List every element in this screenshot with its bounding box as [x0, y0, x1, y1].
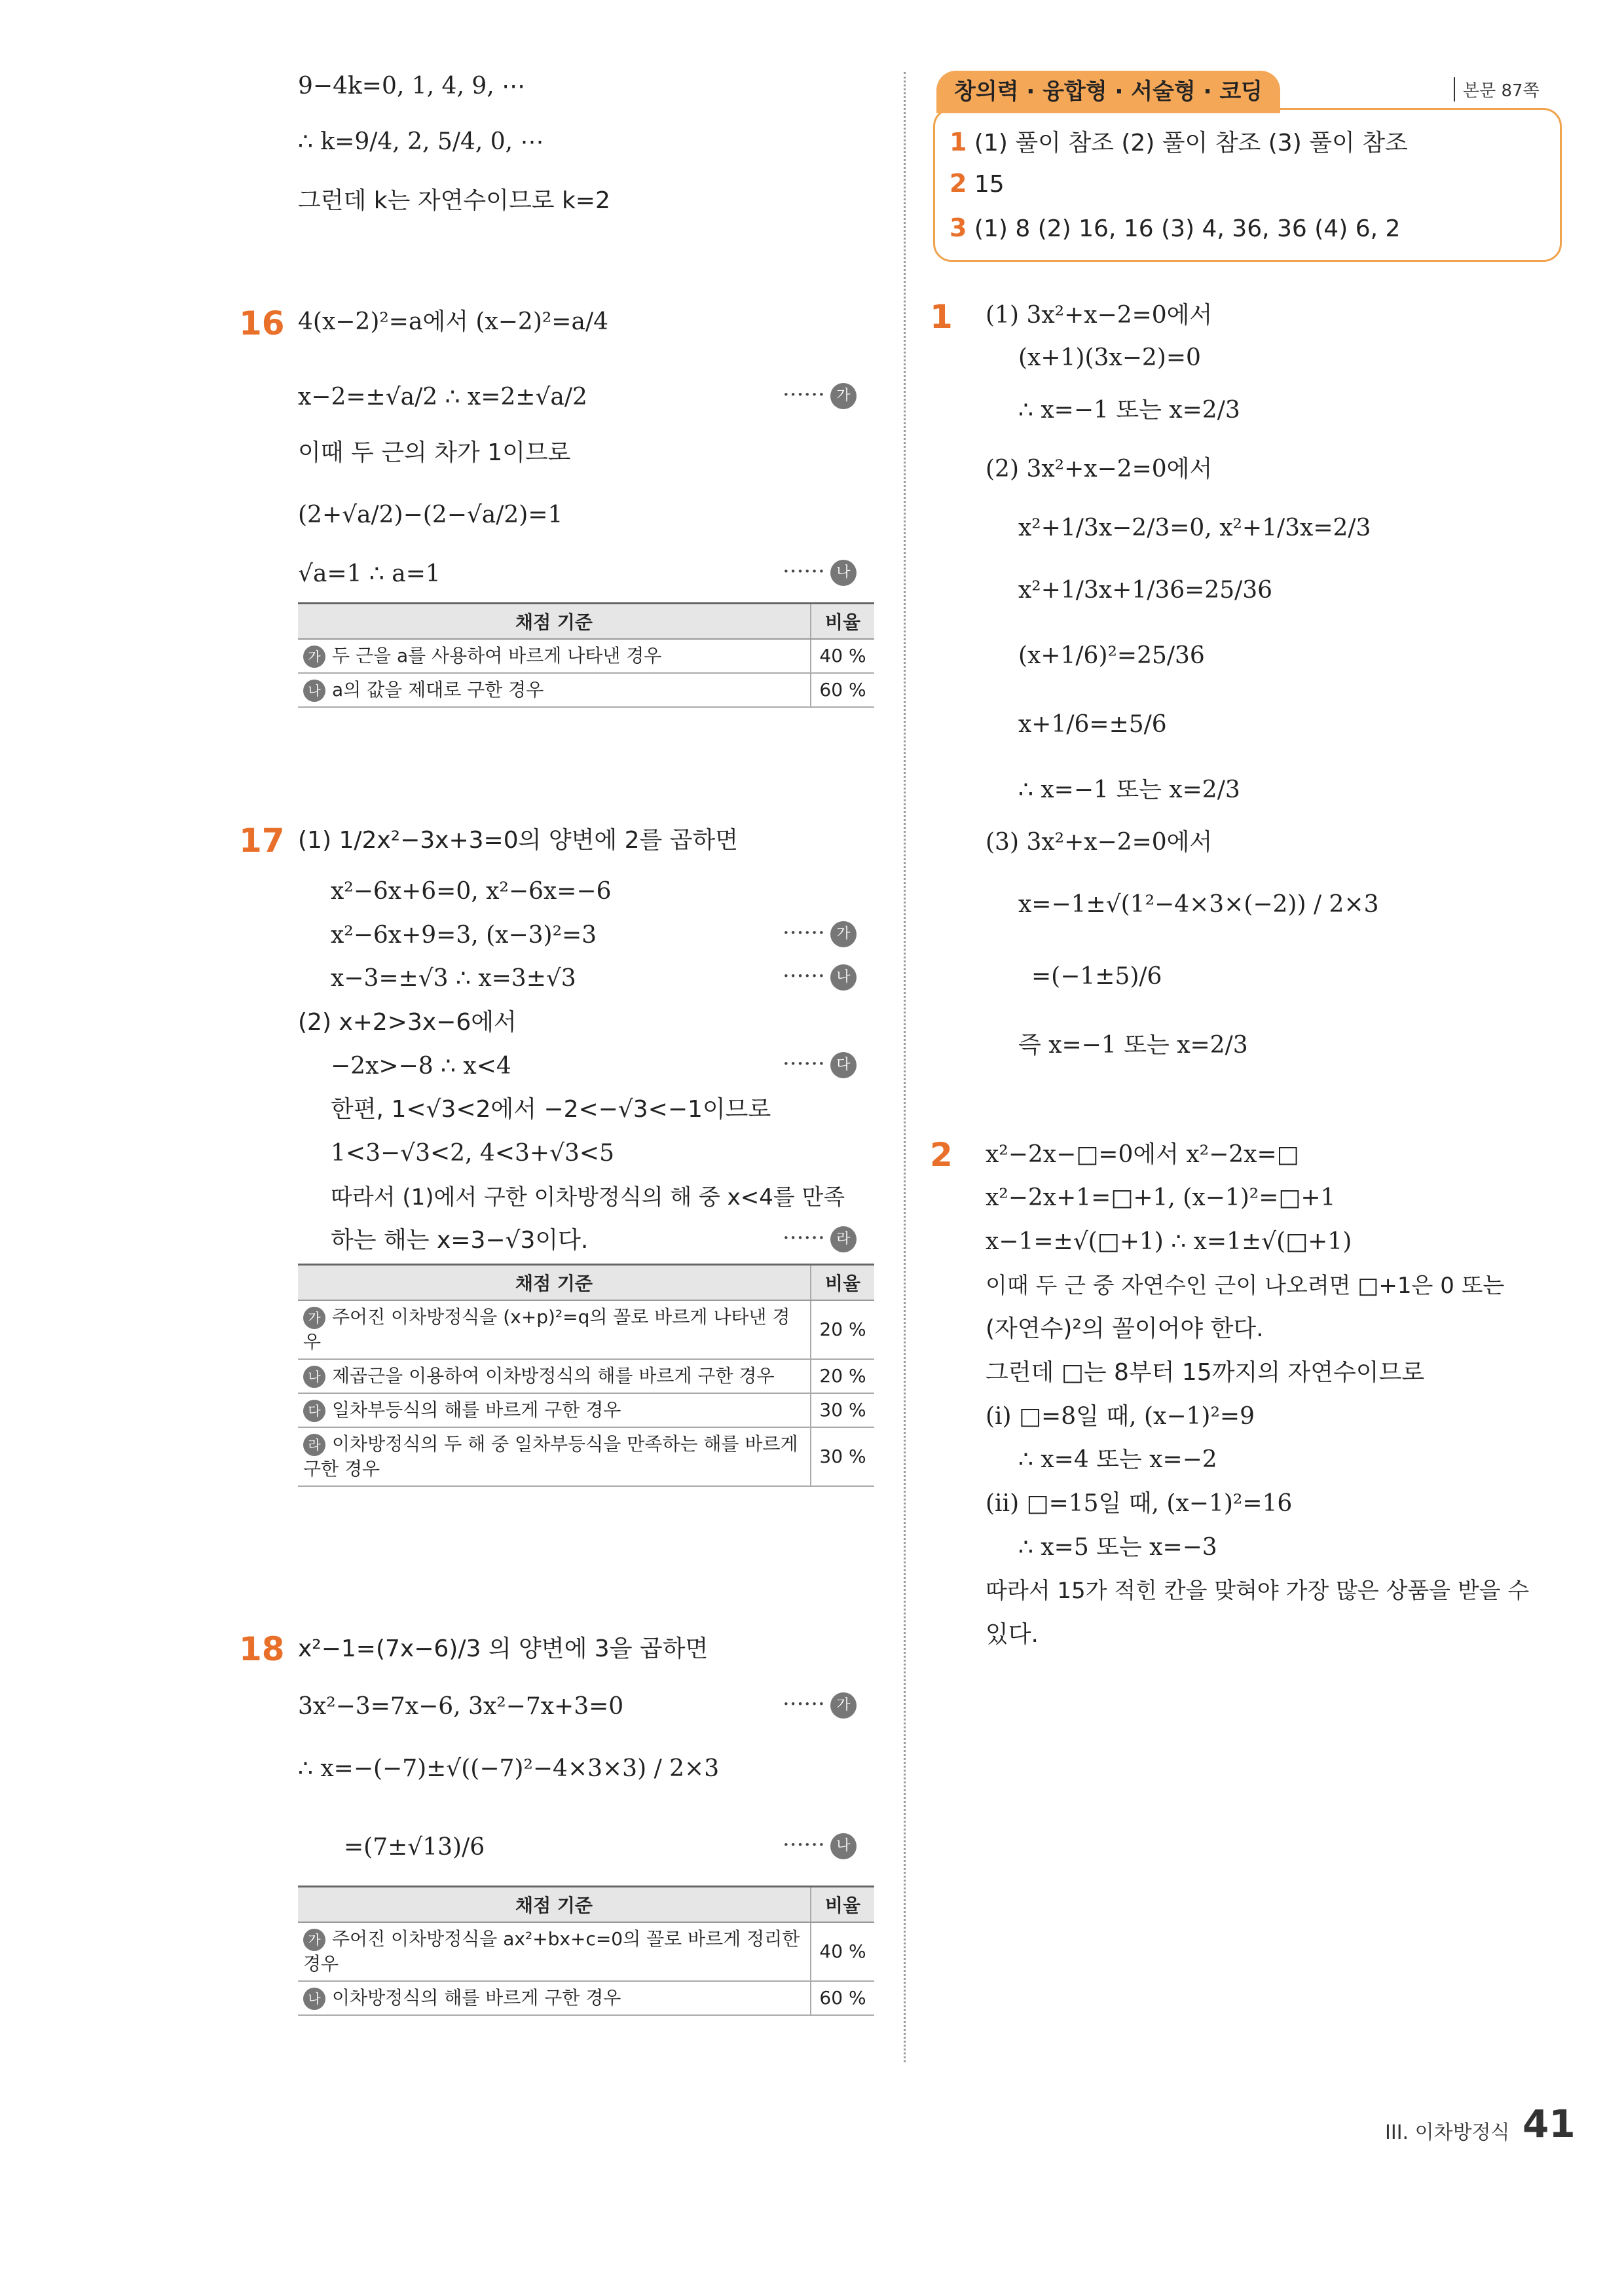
- line: x−1=±√(□+1) ∴ x=1±√(□+1): [986, 1228, 1352, 1255]
- step-marker: ······ 가: [783, 920, 857, 947]
- line: −2x>−8 ∴ x<4: [331, 1053, 511, 1080]
- line: ∴ x=4 또는 x=−2: [1018, 1446, 1217, 1473]
- line: 따라서 15가 적힌 칸을 맞혀야 가장 많은 상품을 받을 수: [986, 1578, 1530, 1604]
- line: (2+√a/2)−(2−√a/2)=1: [298, 501, 563, 528]
- line: 이때 두 근의 차가 1이므로: [298, 439, 571, 466]
- page-reference: 본문 87쪽: [1454, 77, 1540, 101]
- line: 1<3−√3<2, 4<3+√3<5: [331, 1140, 614, 1167]
- step-marker: ······ 가: [783, 1691, 857, 1719]
- table-row: 라 이차방정식의 두 해 중 일차부등식을 만족하는 해를 바르게 구한 경우 30 %: [298, 1427, 874, 1486]
- line: (i) □=8일 때, (x−1)²=9: [986, 1403, 1255, 1430]
- line: 4(x−2)²=a에서 (x−2)²=a/4: [298, 308, 608, 335]
- step-marker: ······ 나: [783, 963, 857, 991]
- scoring-table: [298, 602, 874, 708]
- line: 있다.: [986, 1621, 1039, 1648]
- line: ∴ x=−1 또는 x=2/3: [1018, 397, 1240, 424]
- line: ∴ x=5 또는 x=−3: [1018, 1534, 1217, 1561]
- answer-line: 1 (1) 풀이 참조 (2) 풀이 참조 (3) 풀이 참조: [950, 128, 1408, 156]
- line: 하는 해는 x=3−√3이다.: [331, 1227, 589, 1254]
- problem-number: 17: [239, 822, 285, 860]
- step-marker: ······ 라: [783, 1225, 857, 1252]
- line: 3x²−3=7x−6, 3x²−7x+3=0: [298, 1693, 624, 1720]
- line: ∴ x=−(−7)±√((−7)²−4×3×3) / 2×3: [298, 1755, 720, 1782]
- problem-number: 16: [239, 304, 285, 342]
- table-header: 비율: [811, 604, 874, 640]
- line: x²−2x+1=□+1, (x−1)²=□+1: [986, 1184, 1336, 1211]
- line: (ii) □=15일 때, (x−1)²=16: [986, 1490, 1293, 1517]
- answer-line: 3 (1) 8 (2) 16, 16 (3) 4, 36, 36 (4) 6, 2: [950, 213, 1401, 242]
- scoring-table: [298, 1264, 874, 1487]
- answer-line: 2 15: [950, 169, 1005, 198]
- step-marker: ······ 나: [783, 558, 857, 586]
- table-row: 나 a의 값을 제대로 구한 경우 60 %: [298, 673, 874, 707]
- line: x²−6x+9=3, (x−3)²=3: [331, 922, 597, 949]
- line: x²−6x+6=0, x²−6x=−6: [331, 878, 612, 905]
- line: 한편, 1<√3<2에서 −2<−√3<−1이므로: [331, 1096, 771, 1123]
- line: x²+1/3x−2/3=0, x²+1/3x=2/3: [1018, 515, 1371, 541]
- line: 9−4k=0, 1, 4, 9, ⋯: [298, 73, 526, 100]
- line: x−3=±√3 ∴ x=3±√3: [331, 965, 576, 992]
- page-number: 41: [1522, 2102, 1576, 2146]
- line: x²−1=(7x−6)/3 의 양변에 3을 곱하면: [298, 1635, 709, 1662]
- line: ∴ k=9/4, 2, 5/4, 0, ⋯: [298, 128, 544, 155]
- line: x=−1±√(1²−4×3×(−2)) / 2×3: [1018, 891, 1379, 918]
- step-marker: ······ 다: [783, 1051, 857, 1078]
- scoring-table: [298, 1886, 874, 2016]
- table-row: 가 주어진 이차방정식을 ax²+bx+c=0의 꼴로 바르게 정리한 경우 40 %: [298, 1922, 874, 1981]
- line: 따라서 (1)에서 구한 이차방정식의 해 중 x<4를 만족: [331, 1184, 845, 1211]
- line: (3) 3x²+x−2=0에서: [986, 829, 1213, 856]
- line: (2) 3x²+x−2=0에서: [986, 456, 1213, 483]
- line: (자연수)²의 꼴이어야 한다.: [986, 1315, 1264, 1342]
- line: (x+1/6)²=25/36: [1018, 642, 1205, 669]
- line: ∴ x=−1 또는 x=2/3: [1018, 776, 1240, 803]
- line: x²−2x−□=0에서 x²−2x=□: [986, 1141, 1299, 1168]
- step-marker: ······ 가: [783, 382, 857, 409]
- step-marker: ······ 나: [783, 1832, 857, 1859]
- problem-number: 2: [930, 1136, 953, 1174]
- footer-section: III. 이차방정식: [1385, 2121, 1510, 2144]
- line: 즉 x=−1 또는 x=2/3: [1018, 1032, 1248, 1059]
- line: =(7±√13)/6: [344, 1834, 485, 1861]
- line: x−2=±√a/2 ∴ x=2±√a/2: [298, 384, 587, 410]
- table-row: 가 주어진 이차방정식을 (x+p)²=q의 꼴로 바르게 나타낸 경우 20 %: [298, 1300, 874, 1359]
- table-row: 나 제곱근을 이용하여 이차방정식의 해를 바르게 구한 경우 20 %: [298, 1359, 874, 1393]
- line: √a=1 ∴ a=1: [298, 560, 441, 587]
- table-header: 채점 기준: [298, 1887, 811, 1923]
- table-row: 나 이차방정식의 해를 바르게 구한 경우 60 %: [298, 1981, 874, 2015]
- table-row: 가 두 근을 a를 사용하여 바르게 나타낸 경우 40 %: [298, 639, 874, 673]
- table-header: 비율: [811, 1265, 874, 1301]
- problem-number: 1: [930, 298, 953, 336]
- table-row: 다 일차부등식의 해를 바르게 구한 경우 30 %: [298, 1393, 874, 1427]
- line: (2) x+2>3x−6에서: [298, 1009, 517, 1036]
- table-header: 채점 기준: [298, 604, 811, 640]
- problem-number: 18: [239, 1630, 285, 1668]
- line: x+1/6=±5/6: [1018, 711, 1167, 738]
- table-header: 비율: [811, 1887, 874, 1923]
- column-separator: [904, 72, 906, 2062]
- line: 이때 두 근 중 자연수인 근이 나오려면 □+1은 0 또는: [986, 1273, 1505, 1299]
- table-header: 채점 기준: [298, 1265, 811, 1301]
- line: 그런데 □는 8부터 15까지의 자연수이므로: [986, 1359, 1425, 1386]
- line: (1) 3x²+x−2=0에서: [986, 302, 1213, 329]
- line: x²+1/3x+1/36=25/36: [1018, 577, 1273, 604]
- line: 그런데 k는 자연수이므로 k=2: [298, 187, 610, 214]
- line: (x+1)(3x−2)=0: [1018, 344, 1201, 371]
- answer-tab: 창의력 · 융합형 · 서술형 · 코딩: [936, 71, 1280, 113]
- line: =(−1±5)/6: [1031, 963, 1162, 990]
- line: (1) 1/2x²−3x+3=0의 양변에 2를 곱하면: [298, 827, 739, 854]
